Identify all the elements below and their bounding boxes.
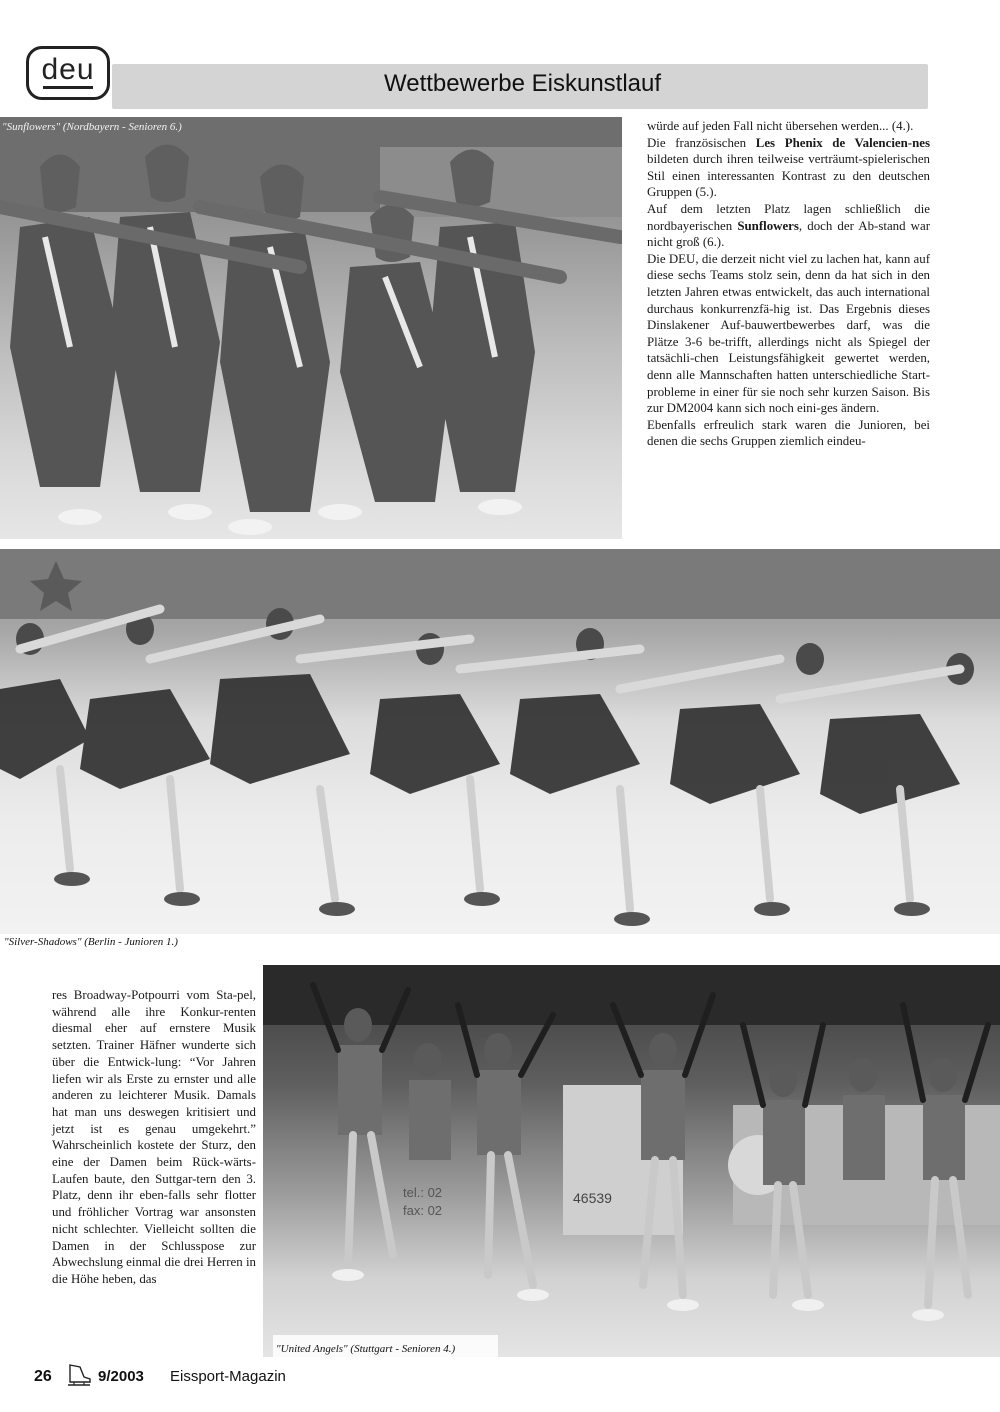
logo-underline: [43, 86, 93, 89]
sign-fax: fax: 02: [403, 1203, 443, 1218]
paragraph: Auf dem letzten Platz lagen schließlich die nordbayerischen Sunflowers, doch der Ab-stand war nicht groß (6.).: [647, 201, 930, 250]
paragraph: Die DEU, die derzeit nicht viel zu lachen hat, kann auf diese sechs Teams stolz sein, denn da hat sich in den letzten Jahren etwas entwickelt, das auch international durchaus konkurrenzfä-hig ist. Das Ergebnis dieses Dinslakener Auf-bauwertbewerbes darf, was die Plätze 3-6 be-trifft, allerdings nicht als Spiegel der tatsächli-chen Leistungsfähigkeit gewertet werden, denn alle Mannschaften hatten unterschiedliche Start-probleme in einer für sie noch sehr kurzen Saison. Bis zur DM2004 kann sich noch eini-ges ändern.: [647, 251, 930, 416]
team-name: Sunflowers: [737, 218, 799, 233]
paragraph: Ebenfalls erfreulich stark waren die Junioren, bei denen die sechs Gruppen ziemlich eindeu-: [647, 417, 930, 449]
page-footer: [34, 1366, 434, 1392]
sign-tel: tel.: 02: [403, 1185, 443, 1200]
article-column-left: [52, 987, 256, 1288]
page-number: 26: [34, 1368, 52, 1385]
paragraph: Die französischen Les Phenix de Valencien-nes bildeten durch ihren teilweise verträumt-spielerischen Stil einen interessanten Kontrast zu den deutschen Gruppen (5.).: [647, 135, 930, 200]
caption-sunflowers: "Sunflowers" (Nordbayern - Senioren 6.): [2, 121, 182, 133]
deu-logo: [26, 46, 110, 100]
article-column-right: [647, 118, 930, 450]
logo-text: deu: [41, 53, 95, 86]
caption-united-angels: "United Angels" (Stuttgart - Senioren 4.): [276, 1343, 456, 1355]
photo-silver-shadows: [0, 549, 1000, 934]
caption-silver-shadows: "Silver-Shadows" (Berlin - Junioren 1.): [4, 936, 178, 948]
issue-number: 9/2003: [98, 1368, 144, 1385]
paragraph: res Broadway-Potpourri vom Sta-pel, während alle ihre Konkur-renten diesmal eher auf ernstere Musik setzten. Trainer Häfner wunderte sich über die Entwick-lung: “Vor Jahren liefen wir als Erste zu ernster und alle anderen zu leichterer Musik. Damals hat man uns deswegen kritisiert und jetzt ist es genau umgekehrt.” Wahrscheinlich kostete der Sturz, den eine der Damen beim Rück-wärts-Laufen baute, den Suttgar-tern den 3. Platz, denn ihr eben-falls sehr flotter und fröhlicher Vortrag war ansonsten nicht schlechter. Vielleicht sollten die Damen in der Schlusspose zur Abwechslung einmal die drei Herren in die Höhe heben, das: [52, 988, 256, 1286]
paragraph: würde auf jeden Fall nicht übersehen werden... (4.).: [647, 119, 914, 133]
skate-icon: [64, 1362, 92, 1388]
photo-sunflowers: [0, 117, 622, 539]
section-title: Wettbewerbe Eiskunstlauf: [384, 70, 662, 97]
photo-united-angels: [263, 965, 1000, 1357]
sign-number: 46539: [573, 1190, 612, 1206]
team-name: Les Phenix de Valencien-nes: [755, 135, 930, 150]
magazine-name: Eissport-Magazin: [170, 1368, 286, 1385]
